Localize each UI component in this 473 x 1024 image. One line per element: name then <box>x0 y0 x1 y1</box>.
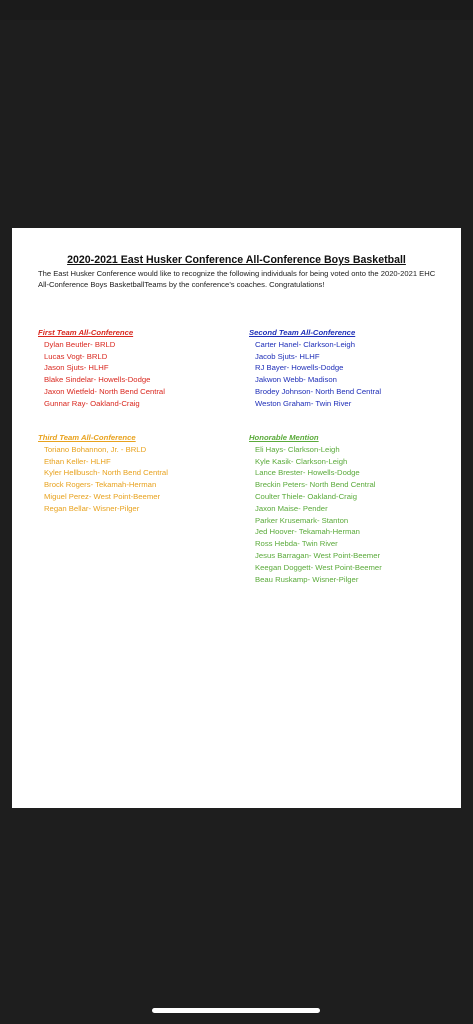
home-indicator[interactable] <box>152 1008 320 1013</box>
list-item: Keegan Doggett- West Point-Beemer <box>255 562 382 572</box>
list-item: Regan Bellar- Wisner-Pilger <box>44 503 140 513</box>
list-item: Lucas Vogt- BRLD <box>44 351 108 361</box>
list-item: Kyler Hellbusch- North Bend Central <box>44 468 168 478</box>
list-item: Jason Sjuts- HLHF <box>44 363 109 373</box>
list-item: Blake Sindelar- Howells-Dodge <box>44 375 151 385</box>
list-item: Breckin Peters- North Bend Central <box>255 480 376 490</box>
third-team-list <box>38 444 168 515</box>
list-item: Beau Ruskamp- Wisner-Pilger <box>255 574 359 584</box>
list-item: Carter Hanel- Clarkson-Leigh <box>255 339 355 349</box>
document-page <box>12 228 461 808</box>
list-item: Jesus Barragan- West Point-Beemer <box>255 550 381 560</box>
list-item: Brock Rogers- Tekamah-Herman <box>44 480 157 490</box>
list-item: Eli Hays- Clarkson-Leigh <box>255 444 340 454</box>
list-item: Lance Brester- Howells-Dodge <box>255 468 360 478</box>
list-item: Miguel Perez- West Point-Beemer <box>44 491 161 501</box>
first-team-section <box>38 327 165 410</box>
list-item: Kyle Kasik- Clarkson-Leigh <box>255 456 348 466</box>
list-item: Jed Hoover- Tekamah-Herman <box>255 527 360 537</box>
list-item: Jaxon Maise- Pender <box>255 503 328 513</box>
second-team-list <box>249 339 381 410</box>
list-item: Ethan Keller- HLHF <box>44 456 111 466</box>
honorable-mention-list <box>249 444 382 586</box>
list-item: RJ Bayer- Howells-Dodge <box>255 363 344 373</box>
list-item: Ross Hebda- Twin River <box>255 539 338 549</box>
third-team-section <box>38 432 168 515</box>
list-item: Weston Graham- Twin River <box>255 398 352 408</box>
second-team-header: Second Team All-Conference <box>249 328 356 337</box>
first-team-list <box>38 339 165 410</box>
top-letterbox <box>0 0 473 20</box>
honorable-mention-section <box>249 432 382 585</box>
honorable-mention-header: Honorable Mention <box>249 433 319 442</box>
list-item: Jakwon Webb- Madison <box>255 375 337 385</box>
list-item: Jaxon Wietfeld- North Bend Central <box>44 386 165 396</box>
third-team-header: Third Team All-Conference <box>38 433 136 442</box>
intro-paragraph: The East Husker Conference would like to recognize the following individuals for being voted onto the 2020-2021 EHC All-Conference Boys BasketballTeams by the conference’s coaches. Congratulations! <box>38 269 436 289</box>
list-item: Coulter Thiele- Oakland-Craig <box>255 491 357 501</box>
list-item: Dylan Beutler- BRLD <box>44 339 116 349</box>
list-item: Toriano Bohannon, Jr. - BRLD <box>44 444 147 454</box>
first-team-header: First Team All-Conference <box>38 328 134 337</box>
list-item: Gunnar Ray- Oakland-Craig <box>44 398 140 408</box>
list-item: Brodey Johnson- North Bend Central <box>255 386 382 396</box>
document-title: 2020-2021 East Husker Conference All-Conference Boys Basketball <box>67 254 406 266</box>
list-item: Jacob Sjuts- HLHF <box>255 351 320 361</box>
second-team-section <box>249 327 381 410</box>
list-item: Parker Krusemark- Stanton <box>255 515 349 525</box>
